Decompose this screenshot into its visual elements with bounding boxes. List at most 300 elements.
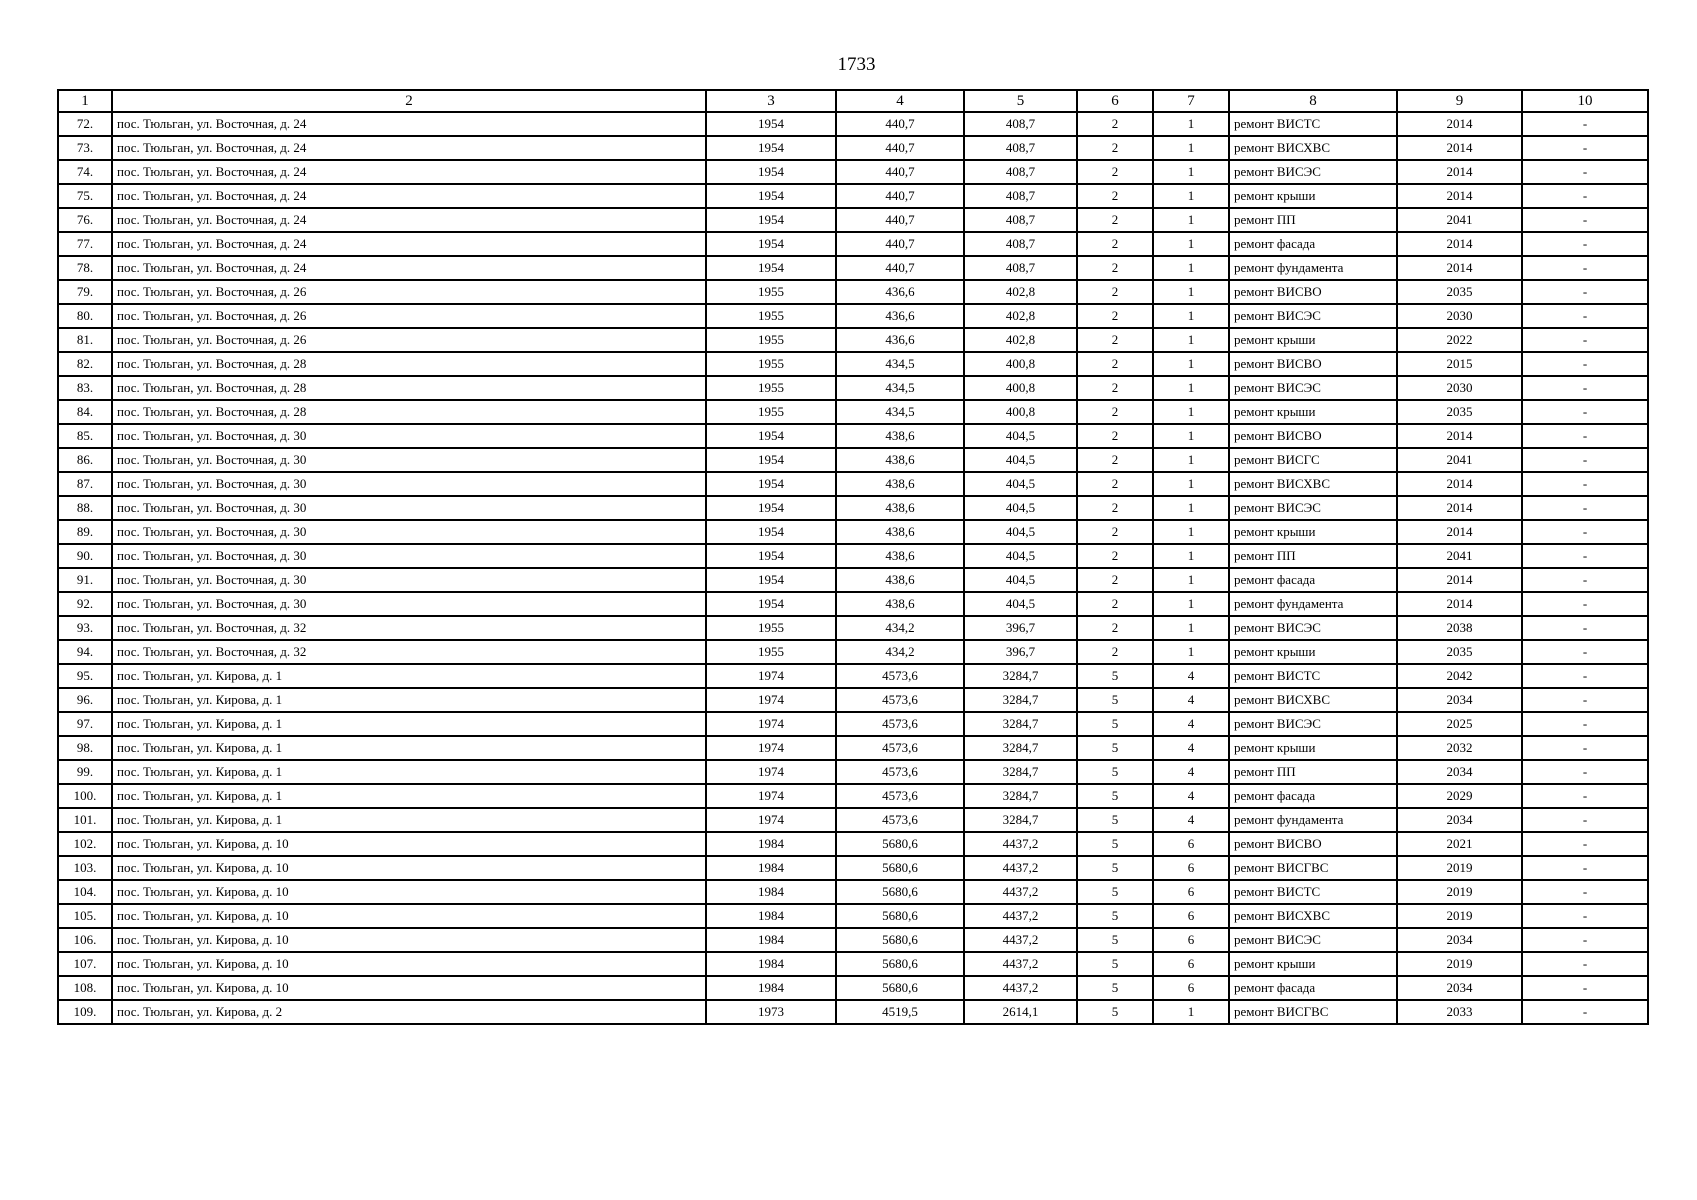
living-area-cell: 402,8 [964,304,1077,328]
entrances-cell: 6 [1153,832,1229,856]
living-area-cell: 400,8 [964,376,1077,400]
entrances-cell: 4 [1153,712,1229,736]
living-area-cell: 400,8 [964,400,1077,424]
row-number-cell: 109. [58,1000,112,1024]
year-built-cell: 1984 [706,928,836,952]
year-built-cell: 1984 [706,904,836,928]
row-number-cell: 85. [58,424,112,448]
table-row [58,208,1648,232]
floors-cell: 2 [1077,232,1153,256]
living-area-cell: 408,7 [964,160,1077,184]
planned-year-cell: 2030 [1397,304,1522,328]
living-area-cell: 3284,7 [964,712,1077,736]
year-built-cell: 1974 [706,688,836,712]
address-cell: пос. Тюльган, ул. Восточная, д. 30 [112,592,706,616]
planned-year-cell: 2033 [1397,1000,1522,1024]
address-cell: пос. Тюльган, ул. Восточная, д. 28 [112,352,706,376]
living-area-cell: 404,5 [964,544,1077,568]
address-cell: пос. Тюльган, ул. Восточная, д. 30 [112,472,706,496]
planned-year-cell: 2030 [1397,376,1522,400]
year-built-cell: 1984 [706,832,836,856]
floors-cell: 5 [1077,856,1153,880]
note-cell: - [1522,808,1648,832]
address-cell: пос. Тюльган, ул. Восточная, д. 26 [112,328,706,352]
address-cell: пос. Тюльган, ул. Кирова, д. 10 [112,856,706,880]
entrances-cell: 4 [1153,760,1229,784]
living-area-cell: 2614,1 [964,1000,1077,1024]
row-number-cell: 100. [58,784,112,808]
address-cell: пос. Тюльган, ул. Кирова, д. 1 [112,784,706,808]
total-area-cell: 438,6 [836,448,964,472]
table-body [58,112,1648,1024]
planned-year-cell: 2038 [1397,616,1522,640]
living-area-cell: 3284,7 [964,688,1077,712]
total-area-cell: 5680,6 [836,952,964,976]
address-cell: пос. Тюльган, ул. Восточная, д. 28 [112,400,706,424]
total-area-cell: 440,7 [836,256,964,280]
work-type-cell: ремонт ПП [1229,760,1397,784]
living-area-cell: 4437,2 [964,928,1077,952]
column-header-9: 9 [1397,90,1522,112]
note-cell: - [1522,688,1648,712]
planned-year-cell: 2034 [1397,688,1522,712]
floors-cell: 2 [1077,496,1153,520]
table-row [58,904,1648,928]
address-cell: пос. Тюльган, ул. Кирова, д. 1 [112,808,706,832]
living-area-cell: 400,8 [964,352,1077,376]
year-built-cell: 1984 [706,856,836,880]
address-cell: пос. Тюльган, ул. Кирова, д. 1 [112,664,706,688]
floors-cell: 2 [1077,640,1153,664]
work-type-cell: ремонт крыши [1229,520,1397,544]
total-area-cell: 440,7 [836,136,964,160]
total-area-cell: 438,6 [836,472,964,496]
planned-year-cell: 2014 [1397,520,1522,544]
living-area-cell: 408,7 [964,256,1077,280]
floors-cell: 2 [1077,616,1153,640]
year-built-cell: 1954 [706,424,836,448]
planned-year-cell: 2014 [1397,256,1522,280]
total-area-cell: 440,7 [836,184,964,208]
planned-year-cell: 2034 [1397,928,1522,952]
work-type-cell: ремонт крыши [1229,640,1397,664]
note-cell: - [1522,904,1648,928]
row-number-cell: 97. [58,712,112,736]
floors-cell: 2 [1077,376,1153,400]
living-area-cell: 3284,7 [964,736,1077,760]
address-cell: пос. Тюльган, ул. Восточная, д. 24 [112,256,706,280]
address-cell: пос. Тюльган, ул. Восточная, д. 28 [112,376,706,400]
work-type-cell: ремонт ВИСЭС [1229,712,1397,736]
table-row [58,616,1648,640]
planned-year-cell: 2014 [1397,592,1522,616]
work-type-cell: ремонт ВИСЭС [1229,616,1397,640]
table-row [58,1000,1648,1024]
address-cell: пос. Тюльган, ул. Восточная, д. 24 [112,136,706,160]
work-type-cell: ремонт ВИСЭС [1229,160,1397,184]
living-area-cell: 408,7 [964,112,1077,136]
year-built-cell: 1974 [706,712,836,736]
row-number-cell: 74. [58,160,112,184]
address-cell: пос. Тюльган, ул. Кирова, д. 1 [112,736,706,760]
row-number-cell: 86. [58,448,112,472]
living-area-cell: 4437,2 [964,856,1077,880]
address-cell: пос. Тюльган, ул. Восточная, д. 30 [112,568,706,592]
table-row [58,688,1648,712]
living-area-cell: 404,5 [964,448,1077,472]
table-row [58,112,1648,136]
table-row [58,448,1648,472]
row-number-cell: 98. [58,736,112,760]
row-number-cell: 87. [58,472,112,496]
total-area-cell: 440,7 [836,160,964,184]
note-cell: - [1522,544,1648,568]
address-cell: пос. Тюльган, ул. Восточная, д. 24 [112,208,706,232]
column-header-5: 5 [964,90,1077,112]
address-cell: пос. Тюльган, ул. Кирова, д. 1 [112,760,706,784]
floors-cell: 2 [1077,400,1153,424]
total-area-cell: 4573,6 [836,664,964,688]
living-area-cell: 4437,2 [964,832,1077,856]
work-type-cell: ремонт ВИСТС [1229,880,1397,904]
work-type-cell: ремонт крыши [1229,952,1397,976]
total-area-cell: 4573,6 [836,784,964,808]
floors-cell: 2 [1077,448,1153,472]
table-row [58,136,1648,160]
floors-cell: 2 [1077,136,1153,160]
floors-cell: 5 [1077,976,1153,1000]
floors-cell: 2 [1077,184,1153,208]
work-type-cell: ремонт ВИСГС [1229,448,1397,472]
planned-year-cell: 2021 [1397,832,1522,856]
table-row [58,280,1648,304]
planned-year-cell: 2014 [1397,112,1522,136]
work-type-cell: ремонт фундамента [1229,808,1397,832]
note-cell: - [1522,376,1648,400]
total-area-cell: 436,6 [836,304,964,328]
floors-cell: 2 [1077,520,1153,544]
note-cell: - [1522,832,1648,856]
entrances-cell: 4 [1153,688,1229,712]
table-row [58,568,1648,592]
total-area-cell: 5680,6 [836,880,964,904]
table-row [58,160,1648,184]
floors-cell: 2 [1077,304,1153,328]
entrances-cell: 1 [1153,472,1229,496]
planned-year-cell: 2014 [1397,568,1522,592]
planned-year-cell: 2014 [1397,184,1522,208]
row-number-cell: 79. [58,280,112,304]
row-number-cell: 92. [58,592,112,616]
floors-cell: 5 [1077,928,1153,952]
year-built-cell: 1974 [706,664,836,688]
work-type-cell: ремонт ВИСХВС [1229,688,1397,712]
entrances-cell: 1 [1153,1000,1229,1024]
entrances-cell: 1 [1153,640,1229,664]
row-number-cell: 78. [58,256,112,280]
year-built-cell: 1954 [706,568,836,592]
living-area-cell: 408,7 [964,136,1077,160]
planned-year-cell: 2014 [1397,232,1522,256]
note-cell: - [1522,520,1648,544]
total-area-cell: 4573,6 [836,688,964,712]
address-cell: пос. Тюльган, ул. Восточная, д. 24 [112,232,706,256]
total-area-cell: 434,5 [836,376,964,400]
living-area-cell: 408,7 [964,232,1077,256]
planned-year-cell: 2014 [1397,136,1522,160]
year-built-cell: 1973 [706,1000,836,1024]
year-built-cell: 1955 [706,376,836,400]
floors-cell: 5 [1077,808,1153,832]
planned-year-cell: 2014 [1397,472,1522,496]
entrances-cell: 1 [1153,376,1229,400]
note-cell: - [1522,352,1648,376]
row-number-cell: 90. [58,544,112,568]
living-area-cell: 404,5 [964,568,1077,592]
living-area-cell: 402,8 [964,280,1077,304]
note-cell: - [1522,304,1648,328]
address-cell: пос. Тюльган, ул. Кирова, д. 1 [112,688,706,712]
total-area-cell: 436,6 [836,280,964,304]
floors-cell: 5 [1077,712,1153,736]
year-built-cell: 1955 [706,304,836,328]
address-cell: пос. Тюльган, ул. Восточная, д. 30 [112,496,706,520]
total-area-cell: 4573,6 [836,760,964,784]
address-cell: пос. Тюльган, ул. Восточная, д. 32 [112,616,706,640]
note-cell: - [1522,256,1648,280]
row-number-cell: 106. [58,928,112,952]
planned-year-cell: 2035 [1397,640,1522,664]
entrances-cell: 1 [1153,616,1229,640]
year-built-cell: 1955 [706,352,836,376]
year-built-cell: 1954 [706,208,836,232]
living-area-cell: 404,5 [964,496,1077,520]
year-built-cell: 1954 [706,448,836,472]
entrances-cell: 1 [1153,496,1229,520]
table-row [58,472,1648,496]
work-type-cell: ремонт ВИСЭС [1229,376,1397,400]
planned-year-cell: 2041 [1397,544,1522,568]
entrances-cell: 6 [1153,856,1229,880]
table-row [58,592,1648,616]
table-row [58,232,1648,256]
row-number-cell: 83. [58,376,112,400]
floors-cell: 5 [1077,904,1153,928]
entrances-cell: 1 [1153,304,1229,328]
note-cell: - [1522,784,1648,808]
column-header-8: 8 [1229,90,1397,112]
entrances-cell: 1 [1153,328,1229,352]
note-cell: - [1522,736,1648,760]
address-cell: пос. Тюльган, ул. Восточная, д. 24 [112,184,706,208]
table-row [58,976,1648,1000]
work-type-cell: ремонт ВИСХВС [1229,904,1397,928]
page-number: 1733 [837,54,876,75]
row-number-cell: 72. [58,112,112,136]
table-row [58,664,1648,688]
note-cell: - [1522,928,1648,952]
table-row [58,328,1648,352]
year-built-cell: 1955 [706,280,836,304]
living-area-cell: 3284,7 [964,760,1077,784]
address-cell: пос. Тюльган, ул. Кирова, д. 10 [112,880,706,904]
total-area-cell: 438,6 [836,496,964,520]
living-area-cell: 404,5 [964,472,1077,496]
floors-cell: 5 [1077,664,1153,688]
work-type-cell: ремонт крыши [1229,184,1397,208]
total-area-cell: 5680,6 [836,976,964,1000]
floors-cell: 2 [1077,208,1153,232]
living-area-cell: 404,5 [964,424,1077,448]
floors-cell: 5 [1077,736,1153,760]
work-type-cell: ремонт ВИСВО [1229,832,1397,856]
table-row [58,496,1648,520]
planned-year-cell: 2019 [1397,904,1522,928]
row-number-cell: 96. [58,688,112,712]
note-cell: - [1522,856,1648,880]
floors-cell: 2 [1077,160,1153,184]
year-built-cell: 1954 [706,592,836,616]
note-cell: - [1522,712,1648,736]
entrances-cell: 1 [1153,520,1229,544]
year-built-cell: 1955 [706,328,836,352]
table-row [58,400,1648,424]
total-area-cell: 4573,6 [836,712,964,736]
year-built-cell: 1954 [706,256,836,280]
total-area-cell: 440,7 [836,208,964,232]
floors-cell: 5 [1077,760,1153,784]
entrances-cell: 1 [1153,160,1229,184]
living-area-cell: 404,5 [964,520,1077,544]
address-cell: пос. Тюльган, ул. Восточная, д. 24 [112,160,706,184]
column-header-1: 1 [58,90,112,112]
row-number-cell: 77. [58,232,112,256]
year-built-cell: 1954 [706,520,836,544]
planned-year-cell: 2042 [1397,664,1522,688]
row-number-cell: 104. [58,880,112,904]
entrances-cell: 1 [1153,352,1229,376]
entrances-cell: 1 [1153,280,1229,304]
year-built-cell: 1954 [706,472,836,496]
entrances-cell: 1 [1153,544,1229,568]
row-number-cell: 73. [58,136,112,160]
planned-year-cell: 2019 [1397,880,1522,904]
note-cell: - [1522,664,1648,688]
work-type-cell: ремонт крыши [1229,328,1397,352]
entrances-cell: 4 [1153,808,1229,832]
living-area-cell: 404,5 [964,592,1077,616]
entrances-cell: 6 [1153,904,1229,928]
total-area-cell: 438,6 [836,568,964,592]
table-row [58,304,1648,328]
entrances-cell: 4 [1153,736,1229,760]
total-area-cell: 440,7 [836,112,964,136]
total-area-cell: 5680,6 [836,904,964,928]
entrances-cell: 1 [1153,184,1229,208]
living-area-cell: 396,7 [964,616,1077,640]
table-row [58,712,1648,736]
total-area-cell: 438,6 [836,592,964,616]
note-cell: - [1522,640,1648,664]
note-cell: - [1522,328,1648,352]
year-built-cell: 1954 [706,232,836,256]
year-built-cell: 1974 [706,808,836,832]
planned-year-cell: 2029 [1397,784,1522,808]
living-area-cell: 408,7 [964,208,1077,232]
note-cell: - [1522,184,1648,208]
address-cell: пос. Тюльган, ул. Кирова, д. 10 [112,928,706,952]
year-built-cell: 1974 [706,736,836,760]
note-cell: - [1522,136,1648,160]
note-cell: - [1522,760,1648,784]
year-built-cell: 1954 [706,184,836,208]
note-cell: - [1522,232,1648,256]
repair-schedule-table [57,89,1649,1025]
row-number-cell: 95. [58,664,112,688]
living-area-cell: 4437,2 [964,904,1077,928]
year-built-cell: 1955 [706,640,836,664]
table-row [58,784,1648,808]
table-row [58,544,1648,568]
planned-year-cell: 2015 [1397,352,1522,376]
total-area-cell: 438,6 [836,520,964,544]
address-cell: пос. Тюльган, ул. Кирова, д. 10 [112,952,706,976]
floors-cell: 2 [1077,256,1153,280]
note-cell: - [1522,400,1648,424]
work-type-cell: ремонт ВИСГВС [1229,1000,1397,1024]
table-row [58,640,1648,664]
planned-year-cell: 2019 [1397,856,1522,880]
total-area-cell: 5680,6 [836,856,964,880]
year-built-cell: 1954 [706,112,836,136]
living-area-cell: 408,7 [964,184,1077,208]
floors-cell: 5 [1077,952,1153,976]
total-area-cell: 436,6 [836,328,964,352]
address-cell: пос. Тюльган, ул. Восточная, д. 30 [112,448,706,472]
total-area-cell: 434,5 [836,400,964,424]
table-row [58,352,1648,376]
entrances-cell: 6 [1153,880,1229,904]
address-cell: пос. Тюльган, ул. Кирова, д. 1 [112,712,706,736]
address-cell: пос. Тюльган, ул. Восточная, д. 30 [112,424,706,448]
planned-year-cell: 2014 [1397,424,1522,448]
work-type-cell: ремонт фасада [1229,568,1397,592]
column-header-6: 6 [1077,90,1153,112]
work-type-cell: ремонт ВИСВО [1229,280,1397,304]
column-header-10: 10 [1522,90,1648,112]
row-number-cell: 94. [58,640,112,664]
entrances-cell: 1 [1153,112,1229,136]
table-row [58,760,1648,784]
row-number-cell: 99. [58,760,112,784]
floors-cell: 2 [1077,424,1153,448]
floors-cell: 2 [1077,352,1153,376]
address-cell: пос. Тюльган, ул. Восточная, д. 24 [112,112,706,136]
work-type-cell: ремонт фундамента [1229,256,1397,280]
table-row [58,424,1648,448]
row-number-cell: 101. [58,808,112,832]
work-type-cell: ремонт крыши [1229,736,1397,760]
work-type-cell: ремонт фасада [1229,784,1397,808]
address-cell: пос. Тюльган, ул. Кирова, д. 10 [112,904,706,928]
table-row [58,952,1648,976]
table-row [58,808,1648,832]
entrances-cell: 6 [1153,952,1229,976]
row-number-cell: 105. [58,904,112,928]
address-cell: пос. Тюльган, ул. Восточная, д. 26 [112,304,706,328]
row-number-cell: 91. [58,568,112,592]
note-cell: - [1522,880,1648,904]
